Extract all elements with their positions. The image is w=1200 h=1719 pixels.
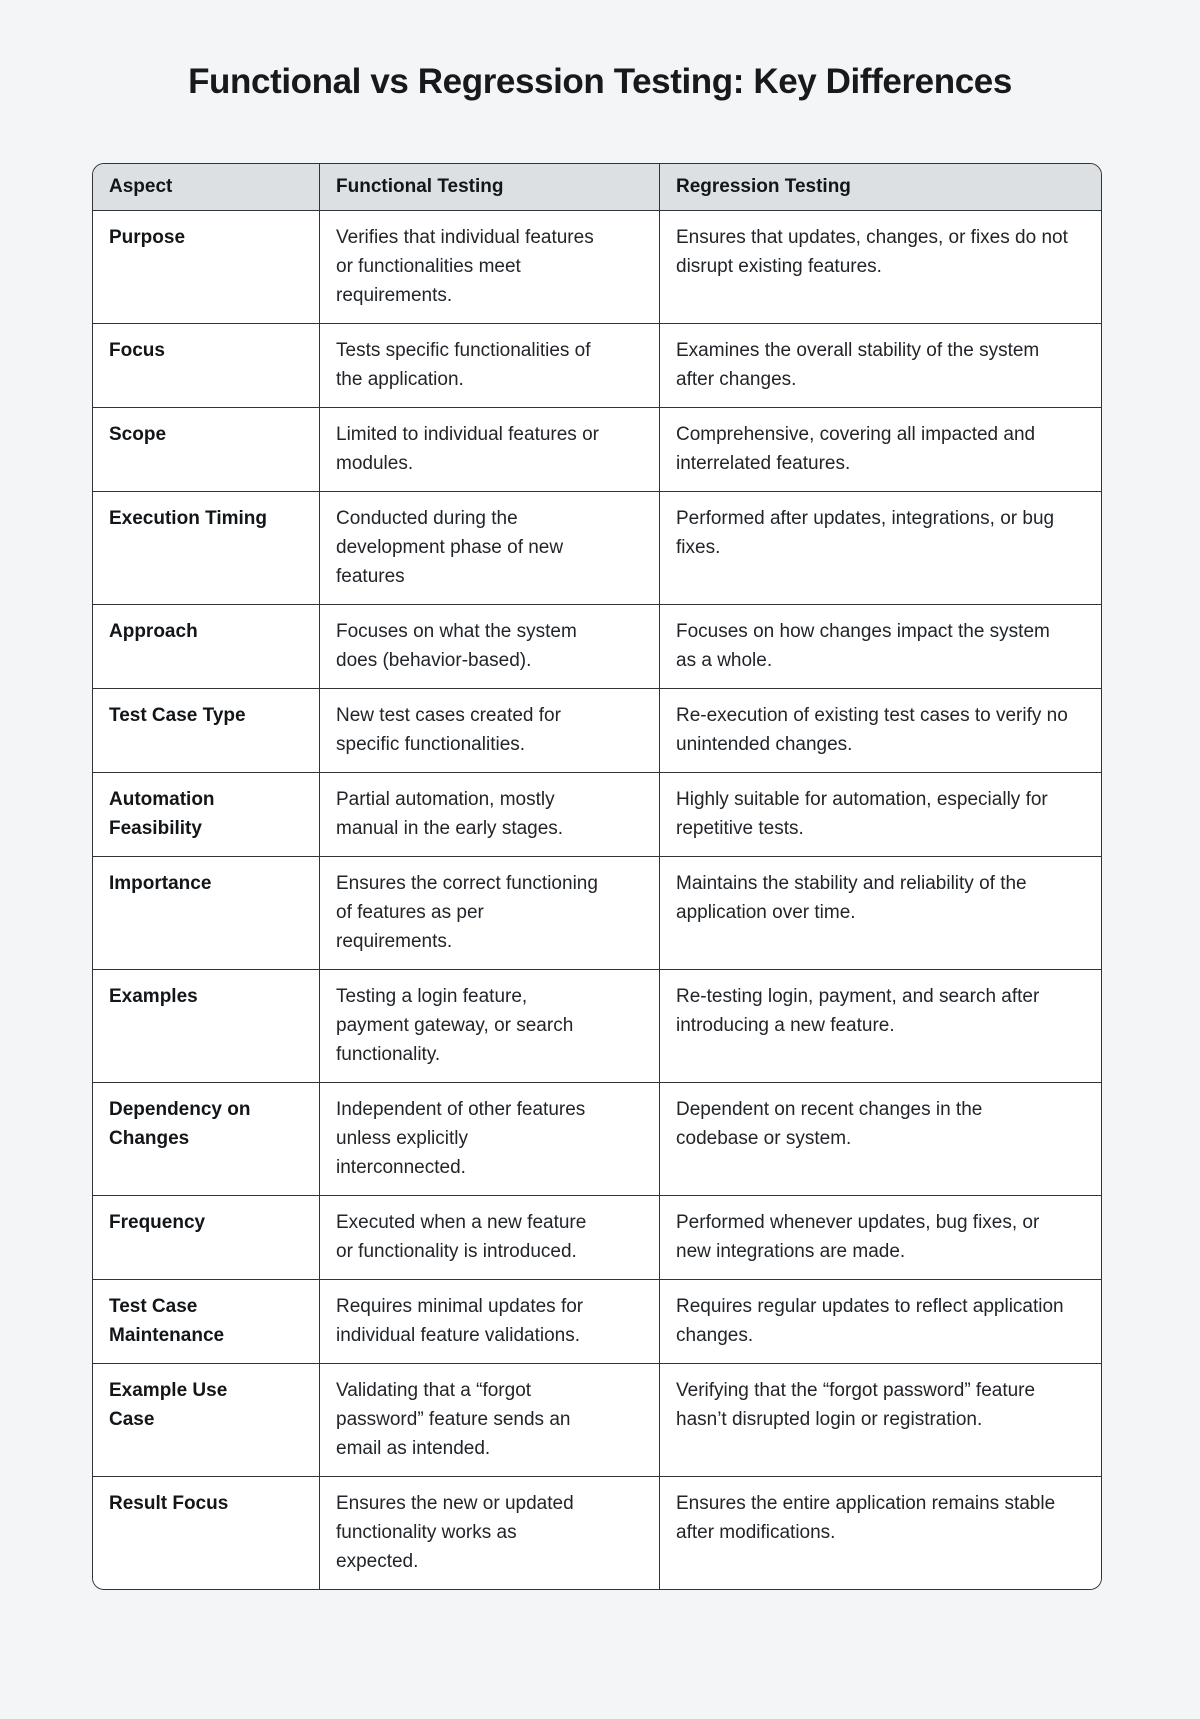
table-row — [93, 1476, 1101, 1589]
functional-testing-cell — [319, 492, 659, 604]
regression-testing-text: Ensures the entire application remains stable after modifications. — [676, 1493, 1056, 1543]
regression-testing-cell — [659, 689, 1101, 772]
table-row — [93, 211, 1101, 323]
aspect-cell — [93, 1280, 319, 1363]
aspect-cell — [93, 1364, 319, 1476]
regression-testing-cell — [659, 970, 1101, 1082]
regression-testing-text: Examines the overall stability of the system after changes. — [676, 340, 1040, 390]
regression-testing-cell — [659, 408, 1101, 491]
functional-testing-cell — [319, 605, 659, 688]
regression-testing-cell — [659, 492, 1101, 604]
aspect-label: Example Use Case — [109, 1380, 228, 1430]
aspect-cell — [93, 857, 319, 969]
table-row — [93, 1195, 1101, 1279]
functional-testing-cell — [319, 689, 659, 772]
functional-testing-cell — [319, 1083, 659, 1195]
functional-testing-text: Partial automation, mostly manual in the early stages. — [336, 789, 564, 839]
table-row — [93, 323, 1101, 407]
functional-testing-cell — [319, 324, 659, 407]
aspect-label: Dependency on Changes — [109, 1099, 251, 1149]
aspect-label: Execution Timing — [109, 508, 268, 529]
regression-testing-cell — [659, 324, 1101, 407]
functional-testing-cell — [319, 773, 659, 856]
functional-testing-text: Requires minimal updates for individual feature validations. — [336, 1296, 584, 1346]
aspect-cell — [93, 773, 319, 856]
regression-testing-cell — [659, 1280, 1101, 1363]
regression-testing-text: Highly suitable for automation, especially for repetitive tests. — [676, 789, 1048, 839]
functional-testing-cell — [319, 1477, 659, 1589]
aspect-cell — [93, 492, 319, 604]
regression-testing-text: Re-execution of existing test cases to verify no unintended changes. — [676, 705, 1068, 755]
aspect-label: Result Focus — [109, 1493, 229, 1514]
functional-testing-cell — [319, 1196, 659, 1279]
regression-testing-text: Performed after updates, integrations, or bug fixes. — [676, 508, 1055, 558]
aspect-label: Test Case Type — [109, 705, 246, 726]
aspect-label: Frequency — [109, 1212, 206, 1233]
functional-testing-text: Independent of other features unless explicitly interconnected. — [336, 1099, 586, 1178]
regression-testing-text: Re-testing login, payment, and search after introducing a new feature. — [676, 986, 1040, 1036]
regression-testing-text: Ensures that updates, changes, or fixes do not disrupt existing features. — [676, 227, 1068, 277]
aspect-label: Test Case Maintenance — [109, 1296, 225, 1346]
functional-testing-cell — [319, 970, 659, 1082]
aspect-cell — [93, 1477, 319, 1589]
regression-testing-text: Dependent on recent changes in the codebase or system. — [676, 1099, 983, 1149]
regression-testing-cell — [659, 1196, 1101, 1279]
regression-testing-cell — [659, 1364, 1101, 1476]
regression-testing-text: Maintains the stability and reliability of the application over time. — [676, 873, 1027, 923]
table-body — [93, 211, 1101, 1589]
aspect-cell — [93, 1196, 319, 1279]
aspect-cell — [93, 408, 319, 491]
aspect-cell — [93, 1083, 319, 1195]
functional-testing-text: Focuses on what the system does (behavior-based). — [336, 621, 577, 671]
functional-testing-text: New test cases created for specific functionalities. — [336, 705, 561, 755]
table-row — [93, 856, 1101, 969]
aspect-label: Purpose — [109, 227, 186, 248]
table-header-row — [93, 164, 1101, 211]
table-row — [93, 1363, 1101, 1476]
regression-testing-text: Comprehensive, covering all impacted and interrelated features. — [676, 424, 1036, 474]
functional-testing-text: Testing a login feature, payment gateway, or search functionality. — [336, 986, 574, 1065]
functional-testing-text: Conducted during the development phase of new features — [336, 508, 564, 587]
table-row — [93, 491, 1101, 604]
regression-testing-text: Requires regular updates to reflect application changes. — [676, 1296, 1064, 1346]
aspect-label: Focus — [109, 340, 165, 361]
aspect-cell — [93, 211, 319, 323]
functional-testing-text: Verifies that individual features or functionalities meet requirements. — [336, 227, 594, 306]
aspect-label: Scope — [109, 424, 167, 445]
table-row — [93, 688, 1101, 772]
table-row — [93, 407, 1101, 491]
functional-testing-text: Limited to individual features or modules. — [336, 424, 599, 474]
page-title: Functional vs Regression Testing: Key Differences — [188, 62, 1012, 101]
table-row — [93, 1082, 1101, 1195]
aspect-label: Importance — [109, 873, 212, 894]
table-row — [93, 604, 1101, 688]
functional-testing-cell — [319, 211, 659, 323]
functional-testing-cell — [319, 1280, 659, 1363]
column-header-functional-testing: Functional Testing — [319, 164, 659, 210]
aspect-cell — [93, 689, 319, 772]
functional-testing-cell — [319, 857, 659, 969]
regression-testing-cell — [659, 857, 1101, 969]
aspect-cell — [93, 605, 319, 688]
regression-testing-text: Focuses on how changes impact the system as a whole. — [676, 621, 1050, 671]
aspect-label: Approach — [109, 621, 198, 642]
functional-testing-text: Tests specific functionalities of the application. — [336, 340, 591, 390]
functional-testing-text: Validating that a “forgot password” feature sends an email as intended. — [336, 1380, 571, 1459]
functional-testing-text: Ensures the correct functioning of features as per requirements. — [336, 873, 598, 952]
regression-testing-cell — [659, 1477, 1101, 1589]
aspect-cell — [93, 324, 319, 407]
table-row — [93, 1279, 1101, 1363]
functional-testing-cell — [319, 408, 659, 491]
aspect-label: Automation Feasibility — [109, 789, 215, 839]
regression-testing-cell — [659, 773, 1101, 856]
regression-testing-cell — [659, 1083, 1101, 1195]
aspect-label: Examples — [109, 986, 198, 1007]
functional-testing-cell — [319, 1364, 659, 1476]
table-row — [93, 772, 1101, 856]
regression-testing-text: Performed whenever updates, bug fixes, or new integrations are made. — [676, 1212, 1040, 1262]
table-row — [93, 969, 1101, 1082]
regression-testing-cell — [659, 211, 1101, 323]
regression-testing-text: Verifying that the “forgot password” feature hasn’t disrupted login or registration. — [676, 1380, 1036, 1430]
functional-testing-text: Ensures the new or updated functionality works as expected. — [336, 1493, 574, 1572]
functional-testing-text: Executed when a new feature or functionality is introduced. — [336, 1212, 587, 1262]
column-header-aspect: Aspect — [109, 176, 173, 197]
comparison-table — [92, 163, 1102, 1590]
aspect-cell — [93, 970, 319, 1082]
regression-testing-cell — [659, 605, 1101, 688]
column-header-regression-testing: Regression Testing — [659, 164, 1101, 210]
